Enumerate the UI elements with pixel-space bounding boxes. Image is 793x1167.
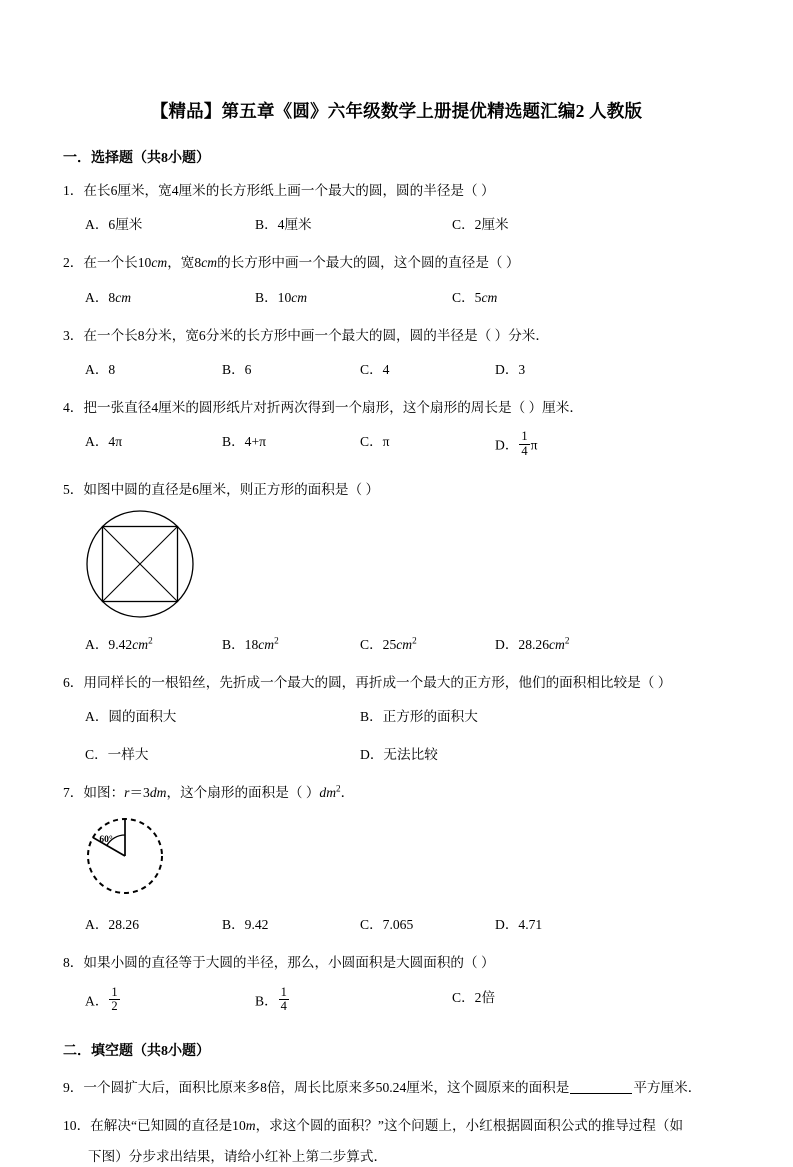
q2-stem-pre: 2．在一个长10 bbox=[63, 255, 152, 271]
option-a[interactable] bbox=[85, 986, 121, 1014]
fraction-numerator: 1 bbox=[521, 429, 528, 444]
circle-inscribed-square-svg bbox=[83, 509, 203, 621]
option-c-unit: cm bbox=[396, 636, 413, 652]
option-d[interactable]: D．4.71 bbox=[495, 917, 543, 933]
q7-stem-eq: ＝3 bbox=[129, 785, 150, 801]
option-d[interactable] bbox=[495, 430, 538, 458]
question-4-stem: 4．把一张直径4厘米的圆形纸片对折两次得到一个扇形，这个扇形的周长是（ ）厘米． bbox=[63, 399, 583, 415]
option-c[interactable]: C．7.065 bbox=[360, 917, 414, 933]
q7-stem-post: ． bbox=[340, 785, 355, 801]
option-a-label: A． bbox=[85, 993, 109, 1009]
option-a[interactable]: A．4π bbox=[85, 434, 123, 450]
option-a-unit: cm bbox=[115, 289, 132, 305]
option-b[interactable]: B．9.42 bbox=[222, 917, 269, 933]
question-7-options bbox=[55, 901, 738, 939]
option-c[interactable]: C．2厘米 bbox=[452, 217, 509, 233]
question-6-options-row1 bbox=[55, 693, 738, 731]
section-heading-choice: 一．选择题（共8小题） bbox=[63, 150, 210, 166]
sector-svg bbox=[77, 809, 197, 901]
question-9-stem bbox=[55, 1060, 738, 1098]
option-d[interactable]: D．无法比较 bbox=[360, 747, 438, 763]
option-c[interactable]: C．4 bbox=[360, 361, 390, 377]
question-7-stem bbox=[55, 769, 738, 803]
q2-unit-1: cm bbox=[151, 255, 168, 271]
option-a[interactable]: A．6厘米 bbox=[85, 217, 143, 233]
option-c-prefix: C．25 bbox=[360, 636, 397, 652]
option-b[interactable] bbox=[222, 633, 279, 653]
option-b-unit: cm bbox=[291, 289, 308, 305]
option-d-prefix: D．28.26 bbox=[495, 636, 549, 652]
question-6-stem: 6．用同样长的一根铅丝，先折成一个最大的圆，再折成一个最大的正方形，他们的面积相比较是（ ） bbox=[63, 674, 672, 690]
page-title: 【精品】第五章《圆》六年级数学上册提优精选题汇编2 人教版 bbox=[150, 101, 643, 121]
option-a[interactable] bbox=[85, 633, 153, 653]
option-d-exponent: 2 bbox=[564, 635, 570, 646]
question-2-stem bbox=[55, 239, 738, 273]
question-3-stem: 3．在一个长8分米，宽6分米的长方形中画一个最大的圆，圆的半径是（ ）分米． bbox=[63, 327, 549, 343]
fraction-denominator: 4 bbox=[521, 443, 528, 458]
q2-stem-post: 的长方形中画一个最大的圆，这个圆的直径是（ ） bbox=[217, 255, 520, 271]
option-b[interactable] bbox=[255, 286, 307, 306]
question-8-options bbox=[55, 974, 738, 1022]
option-a-unit: cm bbox=[132, 636, 149, 652]
angle-label: 60° bbox=[99, 835, 113, 846]
fraction-numerator: 1 bbox=[111, 984, 118, 999]
option-d-suffix: π bbox=[530, 437, 538, 453]
option-b[interactable]: B．4厘米 bbox=[255, 217, 312, 233]
question-8-stem: 8．如果小圆的直径等于大圆的半径，那么，小圆面积是大圆面积的（ ） bbox=[63, 955, 495, 971]
fraction-one-quarter bbox=[519, 430, 529, 458]
q9-text-part2: 平方厘米． bbox=[633, 1079, 702, 1095]
answer-blank[interactable] bbox=[570, 1093, 632, 1094]
option-d-unit: cm bbox=[549, 636, 565, 652]
question-10-stem-line2: 下图）分步求出结果，请给小红补上第二步算式． bbox=[88, 1148, 388, 1164]
option-c[interactable] bbox=[360, 633, 417, 653]
question-3-options bbox=[55, 346, 738, 384]
question-5-options bbox=[55, 621, 738, 659]
option-d[interactable] bbox=[495, 633, 569, 653]
option-a[interactable]: A．圆的面积大 bbox=[85, 709, 177, 725]
option-b-label: B． bbox=[255, 993, 278, 1009]
option-d[interactable]: D．3 bbox=[495, 361, 526, 377]
question-6-options-row2 bbox=[55, 731, 738, 769]
option-b-unit: cm bbox=[258, 636, 275, 652]
option-c[interactable]: C．2倍 bbox=[452, 989, 496, 1005]
option-a[interactable]: A．28.26 bbox=[85, 917, 139, 933]
q2-stem-mid: ，宽8 bbox=[167, 255, 202, 271]
question-4-options bbox=[55, 418, 738, 466]
question-1-stem: 1．在长6厘米，宽4厘米的长方形纸上画一个最大的圆，圆的半径是（ ） bbox=[63, 182, 495, 198]
q7-unit-2: dm bbox=[319, 785, 337, 801]
q7-stem-pre: 7．如图： bbox=[63, 785, 125, 801]
option-d-label: D． bbox=[495, 437, 519, 453]
option-b[interactable]: B．4+π bbox=[222, 434, 266, 450]
fraction-denominator: 2 bbox=[111, 999, 118, 1014]
option-c[interactable]: C．一样大 bbox=[85, 747, 149, 763]
fraction-one-quarter bbox=[279, 986, 289, 1014]
option-b-prefix: B．10 bbox=[255, 289, 292, 305]
q7-stem-mid: ，这个扇形的面积是（ ） bbox=[166, 785, 320, 801]
option-c-exponent: 2 bbox=[412, 635, 417, 646]
q7-exponent: 2 bbox=[336, 783, 341, 794]
section-heading-fill-blank: 二．填空题（共8小题） bbox=[63, 1043, 210, 1059]
q10-text-post: ，求这个圆的面积？”这个问题上，小红根据圆面积公式的推导过程（如 bbox=[255, 1118, 684, 1134]
figure-dashed-circle-sector bbox=[77, 809, 197, 901]
option-b[interactable]: B．6 bbox=[222, 361, 252, 377]
option-a[interactable]: A．8 bbox=[85, 361, 116, 377]
q9-text-part1: 9．一个圆扩大后，面积比原来多8倍，周长比原来多50.24厘米，这个圆原来的面积是 bbox=[63, 1079, 570, 1095]
option-b[interactable] bbox=[255, 986, 290, 1014]
fraction-numerator: 1 bbox=[280, 984, 287, 999]
option-b[interactable]: B．正方形的面积大 bbox=[360, 709, 478, 725]
question-2-options bbox=[55, 274, 738, 312]
option-b-exponent: 2 bbox=[274, 635, 279, 646]
question-10-stem-line1 bbox=[55, 1098, 738, 1136]
option-c-prefix: C．5 bbox=[452, 289, 482, 305]
question-5-stem: 5．如图中圆的直径是6厘米，则正方形的面积是（ ） bbox=[63, 482, 380, 498]
q2-unit-2: cm bbox=[201, 255, 218, 271]
option-b-prefix: B．18 bbox=[222, 636, 259, 652]
option-a-prefix: A．9.42 bbox=[85, 636, 133, 652]
q10-text-pre: 10．在解决“已知圆的直径是10 bbox=[63, 1118, 246, 1134]
question-1-options bbox=[55, 201, 738, 239]
q10-unit: m bbox=[245, 1118, 256, 1134]
q7-unit-1: dm bbox=[149, 785, 167, 801]
option-a-prefix: A．8 bbox=[85, 289, 116, 305]
option-c[interactable] bbox=[452, 286, 497, 306]
option-c[interactable]: C．π bbox=[360, 434, 390, 450]
option-a-exponent: 2 bbox=[148, 635, 153, 646]
fraction-one-half bbox=[109, 986, 119, 1014]
option-a[interactable] bbox=[85, 286, 131, 306]
fraction-denominator: 4 bbox=[280, 999, 287, 1014]
q7-variable-r: r bbox=[124, 785, 130, 801]
option-c-unit: cm bbox=[481, 289, 498, 305]
figure-circle-with-inscribed-square bbox=[83, 509, 203, 621]
